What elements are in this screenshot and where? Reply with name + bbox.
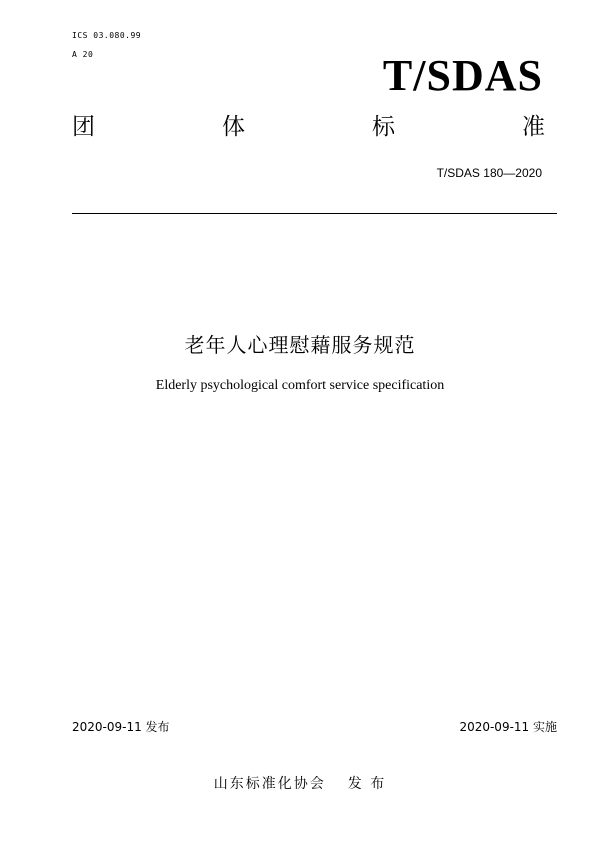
ccs-code: A 20: [72, 50, 94, 59]
issuer-action: 发 布: [347, 776, 387, 792]
ics-code: ICS 03.080.99: [72, 31, 142, 40]
standard-type-char: 团: [72, 114, 95, 140]
issuer-name: 山东标准化协会: [213, 776, 326, 792]
standard-type-char: 准: [522, 114, 545, 140]
header-divider: [72, 213, 557, 214]
document-title-chinese: 老年人心理慰藉服务规范: [184, 333, 416, 357]
standard-number: T/SDAS 180—2020: [436, 166, 542, 180]
standard-type-char: 标: [372, 114, 395, 140]
document-title-english: Elderly psychological comfort service specification: [155, 378, 445, 393]
issuer-line: [0, 773, 600, 793]
publish-date: 2020-09-11 发布: [72, 720, 170, 734]
standard-type-char: 体: [222, 114, 245, 140]
implement-date: 2020-09-11 实施: [459, 720, 557, 734]
standard-logo: T/SDAS: [382, 51, 543, 100]
standard-type-heading: [72, 116, 545, 139]
